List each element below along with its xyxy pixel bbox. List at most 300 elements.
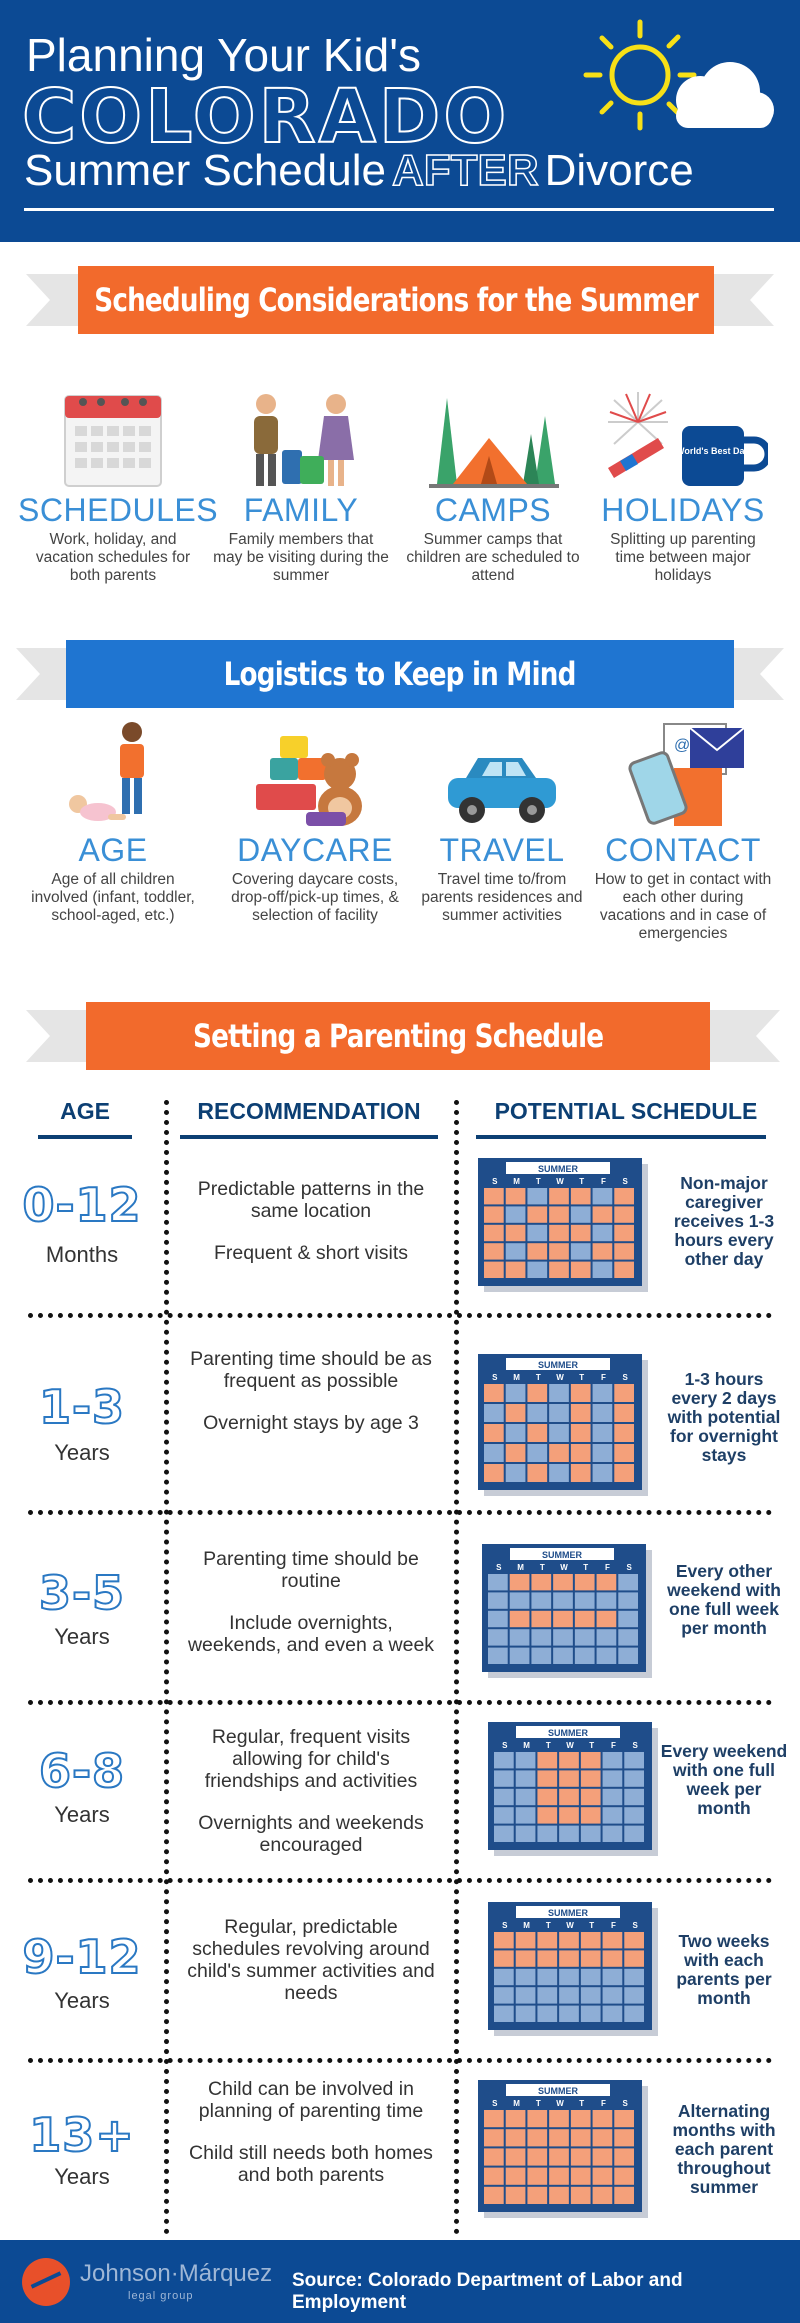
calendar-day xyxy=(614,1206,634,1222)
calendar-day xyxy=(537,1969,557,1985)
consideration-camps xyxy=(398,380,588,585)
calendar-day xyxy=(510,1648,530,1664)
calendar-day xyxy=(537,1826,557,1842)
calendar-title: SUMMER xyxy=(548,1908,588,1918)
calendar-day xyxy=(575,1648,595,1664)
calendar-day xyxy=(571,1206,591,1222)
car-icon xyxy=(442,750,562,830)
calendar-day xyxy=(624,1752,644,1768)
weekday-label: T xyxy=(579,2099,585,2108)
summer-calendar xyxy=(476,1352,652,1496)
recommendation-line: Include overnights, weekends, and even a week xyxy=(187,1612,435,1656)
calendar-day xyxy=(506,1206,526,1222)
calendar-day xyxy=(553,1611,573,1627)
section3-title-text: Setting a Parenting Schedule xyxy=(192,1017,604,1055)
calendar-day xyxy=(531,1648,551,1664)
sun-cloud-icon xyxy=(580,18,780,148)
footer xyxy=(0,2240,800,2323)
calendar-day xyxy=(614,1225,634,1241)
svg-text:@: @ xyxy=(674,737,691,754)
calendar-day xyxy=(581,2006,601,2022)
logistics-desc: How to get in contact with each other during vacations and in case of emergencies xyxy=(594,871,772,942)
weekday-label: F xyxy=(600,1373,606,1382)
calendar-day xyxy=(484,2187,504,2204)
calendar-title: SUMMER xyxy=(538,1360,578,1370)
column-divider xyxy=(454,1100,459,2235)
calendar-day xyxy=(575,1611,595,1627)
weekday-label: M xyxy=(513,1373,520,1382)
weekday-label: F xyxy=(600,1177,606,1186)
calendar-day xyxy=(549,1262,569,1278)
weekday-label: M xyxy=(517,1563,524,1572)
calendar-day xyxy=(527,1404,547,1422)
calendar-day xyxy=(559,1950,579,1966)
weekday-label: W xyxy=(556,1373,564,1382)
calendar-day xyxy=(506,1464,526,1482)
calendar-day xyxy=(549,1424,569,1442)
row-divider xyxy=(28,1700,772,1705)
schedule-note: Every weekend with one full week per month xyxy=(660,1741,788,1818)
calendar-day xyxy=(484,1188,504,1204)
calendar-day xyxy=(618,1648,638,1664)
logistics-travel xyxy=(407,720,597,925)
age-unit: Months xyxy=(45,1242,119,1267)
calendar-day xyxy=(624,1969,644,1985)
source-text: Source: Colorado Department of Labor and Employment xyxy=(292,2270,683,2313)
calendar-day xyxy=(531,1574,551,1590)
age-range: 1-3 xyxy=(38,1380,126,1434)
age-unit: Years xyxy=(54,1988,110,2013)
calendar-day xyxy=(593,2129,613,2146)
weekday-label: M xyxy=(513,1177,520,1186)
calendar-day xyxy=(614,1243,634,1259)
weekday-label: S xyxy=(632,1921,638,1930)
calendar-day xyxy=(603,1826,623,1842)
consideration-schedules xyxy=(18,380,219,585)
weekday-label: T xyxy=(579,1177,585,1186)
calendar-day xyxy=(537,1752,557,1768)
calendar-day xyxy=(581,1752,601,1768)
logistics-title: CONTACT xyxy=(605,832,761,868)
recommendation xyxy=(186,1726,436,1856)
calendar-day xyxy=(624,1826,644,1842)
calendar-day xyxy=(581,1987,601,2003)
weekday-label: W xyxy=(556,1177,564,1186)
section2-title-text: Logistics to Keep in Mind xyxy=(224,655,576,693)
calendar-day xyxy=(516,1807,536,1823)
weekday-label: W xyxy=(560,1563,568,1572)
weekday-label: S xyxy=(502,1921,508,1930)
calendar-day xyxy=(510,1629,530,1645)
calendar-title: SUMMER xyxy=(538,2086,578,2096)
calendar-day xyxy=(593,1225,613,1241)
calendar-day xyxy=(549,1404,569,1422)
calendar-day xyxy=(603,1969,623,1985)
logo-name: Johnson·Márquez xyxy=(80,2260,273,2287)
recommendation-line: Overnight stays by age 3 xyxy=(203,1412,419,1434)
calendar-day xyxy=(593,1243,613,1259)
calendar-day xyxy=(494,1789,514,1805)
calendar-day xyxy=(527,1225,547,1241)
weekday-label: S xyxy=(622,1373,628,1382)
calendar-day xyxy=(571,1225,591,1241)
logistics-desc: Covering daycare costs, drop-off/pick-up times, & selection of facility xyxy=(231,871,399,924)
header-line1: Planning Your Kid's xyxy=(26,29,421,81)
calendar-day xyxy=(614,1424,634,1442)
column-header-age: AGE xyxy=(60,1098,110,1124)
calendar-day xyxy=(484,1243,504,1259)
consideration-desc: Work, holiday, and vacation schedules for both parents xyxy=(35,531,191,584)
calendar-day xyxy=(603,1807,623,1823)
calendar-day xyxy=(549,1188,569,1204)
logistics-desc: Travel time to/from parents residences and summer activities xyxy=(421,871,583,924)
calendar-day xyxy=(559,1752,579,1768)
calendar-day xyxy=(484,2168,504,2185)
consideration-title: HOLIDAYS xyxy=(601,492,765,528)
header-line3 xyxy=(24,146,694,196)
calendar-day xyxy=(506,1262,526,1278)
recommendation xyxy=(186,2078,436,2186)
calendar-day xyxy=(506,1444,526,1462)
weekday-label: T xyxy=(545,1741,551,1750)
calendar-day xyxy=(614,1262,634,1278)
recommendation xyxy=(186,1348,436,1434)
calendar-day xyxy=(549,2129,569,2146)
calendar-day xyxy=(553,1629,573,1645)
recommendation-line: Child still needs both homes and both parents xyxy=(189,2142,433,2186)
consideration-desc: Splitting up parenting time between major holidays xyxy=(610,531,756,584)
calendar-day xyxy=(614,2148,634,2165)
logistics-title: DAYCARE xyxy=(237,832,393,868)
calendar-day xyxy=(618,1611,638,1627)
calendar-day xyxy=(575,1574,595,1590)
row-divider xyxy=(28,1878,772,1883)
calendar-day xyxy=(527,1206,547,1222)
calendar-day xyxy=(506,2129,526,2146)
calendar-day xyxy=(506,1188,526,1204)
calendar-day xyxy=(624,1807,644,1823)
calendar-day xyxy=(516,1969,536,1985)
weekday-label: S xyxy=(492,2099,498,2108)
calendar-day xyxy=(593,1206,613,1222)
header-underline xyxy=(180,1135,438,1139)
calendar-day xyxy=(624,1950,644,1966)
age-range: 0-12 xyxy=(22,1178,142,1232)
age-range: 3-5 xyxy=(38,1566,126,1620)
consideration-title: FAMILY xyxy=(243,492,359,528)
calendar-day xyxy=(593,1464,613,1482)
logo-icon xyxy=(22,2258,70,2306)
calendar-day xyxy=(603,1770,623,1786)
calendar-day xyxy=(581,1807,601,1823)
logistics-desc: Age of all children involved (infant, toddler, school-aged, etc.) xyxy=(31,871,195,924)
calendar-day xyxy=(571,1384,591,1402)
column-header-schedule: POTENTIAL SCHEDULE xyxy=(494,1098,758,1124)
calendar-day xyxy=(494,1770,514,1786)
schedule-note: Two weeks with each parents per month xyxy=(676,1931,772,2008)
calendar-day xyxy=(593,2110,613,2127)
calendar-day xyxy=(614,1464,634,1482)
calendar-day xyxy=(527,2148,547,2165)
calendar-day xyxy=(494,1950,514,1966)
family-icon xyxy=(236,390,366,490)
consideration-holidays xyxy=(588,380,778,585)
ribbon-tail-right xyxy=(700,1010,780,1062)
calendar-day xyxy=(571,2187,591,2204)
calendar-day xyxy=(484,1384,504,1402)
summer-calendar xyxy=(476,2078,652,2218)
calendar-day xyxy=(484,2110,504,2127)
recommendation-line: Parenting time should be as frequent as possible xyxy=(190,1348,432,1392)
summer-calendar xyxy=(486,1900,662,2036)
recommendation xyxy=(186,1178,436,1264)
weekday-label: S xyxy=(502,1741,508,1750)
calendar-day xyxy=(537,1789,557,1805)
calendar-day xyxy=(516,2006,536,2022)
header-line3-start: Summer Schedule xyxy=(24,146,386,195)
calendar-day xyxy=(549,1243,569,1259)
calendar-day xyxy=(597,1574,617,1590)
consideration-desc: Family members that may be visiting during the summer xyxy=(213,531,389,584)
age-unit: Years xyxy=(54,1440,110,1465)
calendar-day xyxy=(537,1770,557,1786)
calendar-day xyxy=(614,1188,634,1204)
calendar-day xyxy=(506,1404,526,1422)
calendar-day xyxy=(614,2168,634,2185)
header-line3-end: Divorce xyxy=(544,146,694,195)
age-range: 6-8 xyxy=(38,1744,126,1798)
calendar-day xyxy=(506,2148,526,2165)
age-unit: Years xyxy=(54,1624,110,1649)
weekday-label: M xyxy=(523,1741,530,1750)
calendar-day xyxy=(484,1444,504,1462)
calendar-day xyxy=(527,1384,547,1402)
calendar-day xyxy=(549,1464,569,1482)
calendar-day xyxy=(581,1969,601,1985)
weekday-label: F xyxy=(610,1921,616,1930)
logistics-contact xyxy=(588,720,778,943)
header-after: AFTER xyxy=(391,146,539,195)
calendar-day xyxy=(516,1752,536,1768)
consideration-title: SCHEDULES xyxy=(18,492,219,528)
logistics-title: AGE xyxy=(78,832,148,868)
calendar-day xyxy=(516,1789,536,1805)
header-colorado: COLORADO xyxy=(22,74,510,160)
calendar-day xyxy=(506,1384,526,1402)
calendar-day xyxy=(597,1611,617,1627)
consideration-title: CAMPS xyxy=(434,492,552,528)
calendar-day xyxy=(618,1574,638,1590)
calendar-day xyxy=(603,1752,623,1768)
calendar-day xyxy=(553,1648,573,1664)
calendar-day xyxy=(581,1770,601,1786)
calendar-day xyxy=(527,1262,547,1278)
calendar-day xyxy=(614,2129,634,2146)
weekday-label: F xyxy=(600,2099,606,2108)
calendar-day xyxy=(581,1826,601,1842)
calendar-day xyxy=(624,2006,644,2022)
weekday-label: S xyxy=(632,1741,638,1750)
weekday-label: F xyxy=(610,1741,616,1750)
weekday-label: W xyxy=(566,1741,574,1750)
calendar-day xyxy=(571,1444,591,1462)
weekday-label: W xyxy=(556,2099,564,2108)
calendar-day xyxy=(527,2168,547,2185)
calendar-day xyxy=(571,1243,591,1259)
children-icon xyxy=(58,720,168,830)
contact-icon xyxy=(618,720,748,830)
calendar-day xyxy=(516,1950,536,1966)
calendar-day xyxy=(549,2168,569,2185)
calendar-day xyxy=(516,1987,536,2003)
weekday-label: T xyxy=(535,2099,541,2108)
calendar-day xyxy=(488,1648,508,1664)
header-underline xyxy=(38,1135,132,1139)
calendar-day xyxy=(549,1225,569,1241)
calendar-day xyxy=(516,1770,536,1786)
mug-text: World's Best Dad xyxy=(676,446,750,456)
calendar-day xyxy=(559,1789,579,1805)
header-rule xyxy=(24,208,774,211)
header-underline xyxy=(476,1135,766,1139)
calendar-day xyxy=(593,1424,613,1442)
calendar-day xyxy=(603,1950,623,1966)
calendar-day xyxy=(559,1807,579,1823)
calendar-day xyxy=(553,1592,573,1608)
calendar-day xyxy=(571,1262,591,1278)
toys-icon xyxy=(250,730,380,830)
calendar-day xyxy=(559,1770,579,1786)
calendar-day xyxy=(571,2129,591,2146)
calendar-day xyxy=(494,1807,514,1823)
recommendation-line: Parenting time should be routine xyxy=(203,1548,419,1592)
calendar-day xyxy=(624,1932,644,1948)
calendar-day xyxy=(618,1592,638,1608)
weekday-label: T xyxy=(545,1921,551,1930)
calendar-day xyxy=(506,2187,526,2204)
calendar-day xyxy=(581,1932,601,1948)
calendar-day xyxy=(549,2148,569,2165)
calendar-day xyxy=(484,1424,504,1442)
calendar-day xyxy=(593,1188,613,1204)
calendar-day xyxy=(537,1807,557,1823)
calendar-day xyxy=(575,1592,595,1608)
calendar-day xyxy=(597,1629,617,1645)
calendar-day xyxy=(510,1574,530,1590)
calendar-day xyxy=(571,1424,591,1442)
calendar-day xyxy=(549,2110,569,2127)
row-divider xyxy=(28,1313,772,1318)
section1-title-text: Scheduling Considerations for the Summer xyxy=(94,281,698,319)
weekday-label: S xyxy=(492,1373,498,1382)
holiday-icon xyxy=(598,386,768,490)
section2-title xyxy=(66,640,734,708)
weekday-label: S xyxy=(622,2099,628,2108)
calendar-day xyxy=(484,1206,504,1222)
calendar-day xyxy=(603,2006,623,2022)
calendar-day xyxy=(537,2006,557,2022)
calendar-day xyxy=(614,2187,634,2204)
calendar-day xyxy=(549,2187,569,2204)
calendar-day xyxy=(559,1826,579,1842)
calendar-day xyxy=(624,1770,644,1786)
calendar-day xyxy=(531,1629,551,1645)
calendar-day xyxy=(494,1969,514,1985)
calendar-day xyxy=(571,2110,591,2127)
weekday-label: S xyxy=(622,1177,628,1186)
recommendation-line: Frequent & short visits xyxy=(214,1242,408,1264)
calendar-day xyxy=(559,1969,579,1985)
calendar-day xyxy=(484,1464,504,1482)
logo-subtitle: legal group xyxy=(128,2290,194,2302)
calendar-day xyxy=(488,1611,508,1627)
calendar-day xyxy=(494,2006,514,2022)
tent-icon xyxy=(423,394,563,490)
calendar-day xyxy=(531,1592,551,1608)
summer-calendar xyxy=(486,1720,662,1856)
column-divider xyxy=(164,1100,169,2235)
calendar-day xyxy=(484,2129,504,2146)
section1-title xyxy=(78,266,714,334)
calendar-day xyxy=(506,1243,526,1259)
section1-banner xyxy=(26,266,774,334)
calendar-day xyxy=(575,1629,595,1645)
consideration-desc: Summer camps that children are scheduled to attend xyxy=(406,531,580,584)
weekday-label: T xyxy=(589,1741,595,1750)
recommendation-line: Overnights and weekends encouraged xyxy=(198,1812,424,1856)
calendar-day xyxy=(614,1444,634,1462)
weekday-label: S xyxy=(496,1563,502,1572)
calendar-day xyxy=(484,2148,504,2165)
calendar-day xyxy=(484,1262,504,1278)
calendar-day xyxy=(559,1932,579,1948)
calendar-day xyxy=(506,2110,526,2127)
logistics-age xyxy=(18,720,208,925)
calendar-day xyxy=(581,1950,601,1966)
calendar-day xyxy=(537,1987,557,2003)
calendar-day xyxy=(571,2168,591,2185)
calendar-day xyxy=(494,1752,514,1768)
calendar-day xyxy=(488,1574,508,1590)
weekday-label: M xyxy=(513,2099,520,2108)
summer-calendar xyxy=(476,1156,652,1292)
calendar-day xyxy=(527,1464,547,1482)
schedule-note: Non-major caregiver receives 1-3 hours every other day xyxy=(673,1173,775,1269)
calendar-day xyxy=(527,1188,547,1204)
logistics-daycare xyxy=(220,720,410,925)
calendar-day xyxy=(559,1987,579,2003)
calendar-day xyxy=(571,1188,591,1204)
weekday-label: T xyxy=(535,1177,541,1186)
recommendation xyxy=(186,1548,436,1656)
calendar-day xyxy=(553,1574,573,1590)
section3-banner xyxy=(26,1002,780,1070)
calendar-day xyxy=(593,1384,613,1402)
calendar-day xyxy=(593,1262,613,1278)
section2-banner xyxy=(16,640,784,708)
calendar-day xyxy=(527,1243,547,1259)
consideration-family xyxy=(206,380,396,585)
calendar-day xyxy=(484,1404,504,1422)
calendar-day xyxy=(484,1225,504,1241)
calendar-day xyxy=(537,1950,557,1966)
logistics-title: TRAVEL xyxy=(439,832,565,868)
calendar-day xyxy=(614,1384,634,1402)
calendar-day xyxy=(494,1826,514,1842)
age-unit: Years xyxy=(54,1802,110,1827)
calendar-day xyxy=(571,1464,591,1482)
calendar-day xyxy=(549,1384,569,1402)
